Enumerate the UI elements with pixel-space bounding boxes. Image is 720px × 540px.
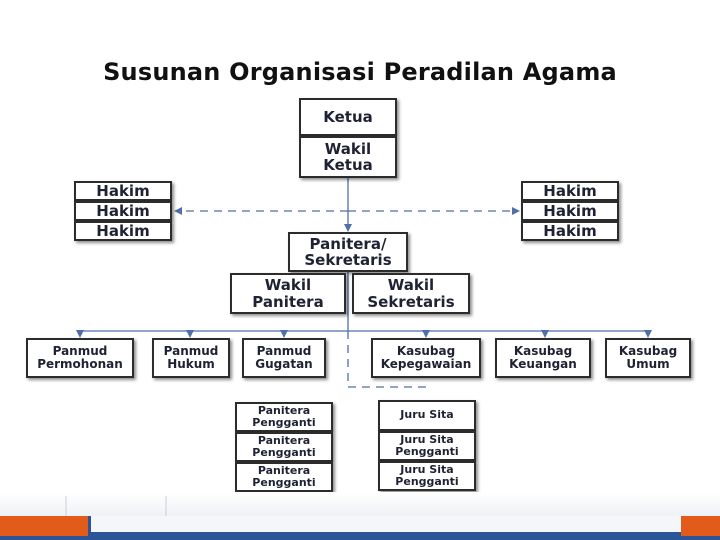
node-kasubag-kepegawaian: Kasubag Kepegawaian bbox=[371, 338, 481, 378]
node-kasubag-keuangan: Kasubag Keuangan bbox=[495, 338, 591, 378]
node-panmud-hukum: Panmud Hukum bbox=[152, 338, 230, 378]
node-hakim-right-3: Hakim bbox=[521, 221, 619, 241]
node-panmud-gugatan: Panmud Gugatan bbox=[242, 338, 326, 378]
node-ketua: Ketua bbox=[299, 98, 397, 136]
node-panitera-sekretaris: Panitera/ Sekretaris bbox=[288, 232, 408, 272]
node-wakil-panitera: Wakil Panitera bbox=[230, 273, 346, 314]
node-wakil-sekretaris: Wakil Sekretaris bbox=[352, 273, 470, 314]
node-wakil-ketua: Wakil Ketua bbox=[299, 136, 397, 178]
node-panmud-permohonan: Panmud Permohonan bbox=[26, 338, 134, 378]
node-juru-sita-pengganti-1: Juru Sita Pengganti bbox=[378, 431, 476, 461]
node-kasubag-umum: Kasubag Umum bbox=[605, 338, 691, 378]
node-juru-sita: Juru Sita bbox=[378, 400, 476, 431]
page-title: Susunan Organisasi Peradilan Agama bbox=[103, 58, 617, 86]
node-panitera-pengganti-1: Panitera Pengganti bbox=[235, 402, 333, 432]
node-panitera-pengganti-2: Panitera Pengganti bbox=[235, 432, 333, 462]
node-hakim-left-1: Hakim bbox=[74, 181, 172, 201]
footer-decoration bbox=[0, 492, 720, 540]
node-hakim-right-2: Hakim bbox=[521, 201, 619, 221]
node-juru-sita-pengganti-2: Juru Sita Pengganti bbox=[378, 461, 476, 491]
node-hakim-left-3: Hakim bbox=[74, 221, 172, 241]
node-hakim-right-1: Hakim bbox=[521, 181, 619, 201]
node-panitera-pengganti-3: Panitera Pengganti bbox=[235, 462, 333, 492]
node-hakim-left-2: Hakim bbox=[74, 201, 172, 221]
